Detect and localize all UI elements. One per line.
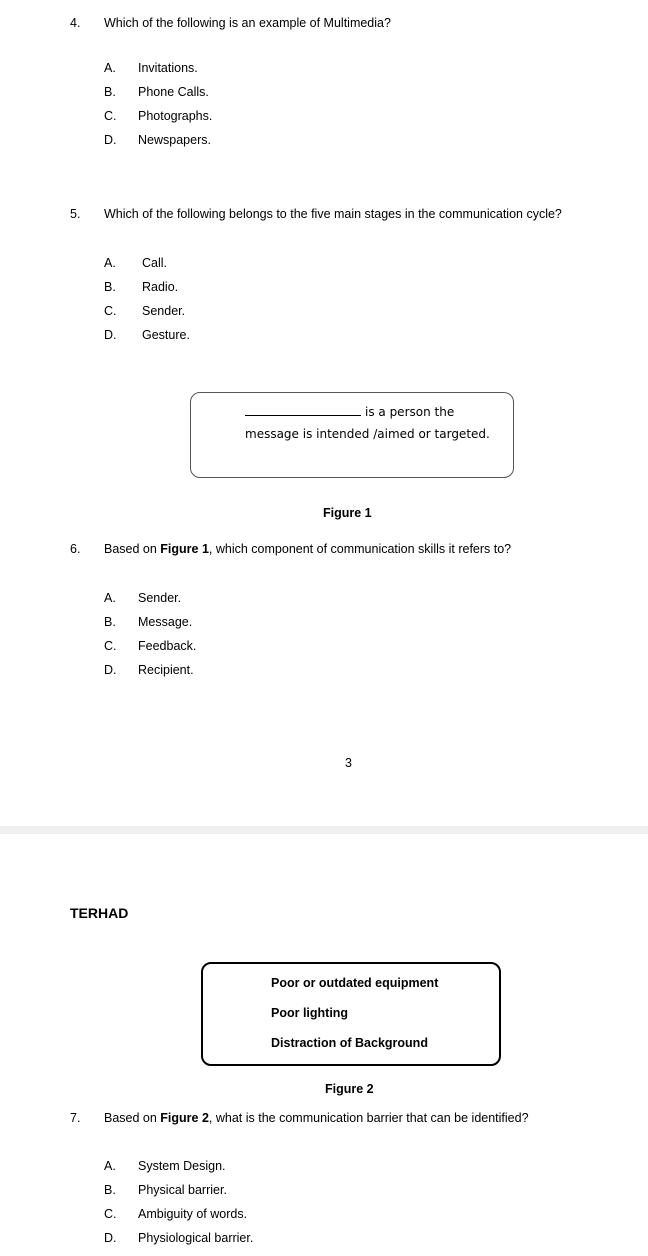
figure-1-caption: Figure 1: [323, 506, 372, 520]
q7-option-b-text: Physical barrier.: [138, 1183, 227, 1197]
question-7-text: [104, 1111, 529, 1125]
q5-option-b-text: Radio.: [142, 280, 179, 294]
question-7-number: 7.: [70, 1111, 81, 1125]
q6-option-a-text: Sender.: [138, 591, 182, 605]
question-4-text: Which of the following is an example of Multimedia?: [104, 16, 391, 30]
page-number: 3: [345, 756, 352, 770]
question-7-figure-ref: Figure 2: [160, 1111, 209, 1125]
question-6-number: 6.: [70, 542, 81, 556]
question-6-text: [104, 542, 511, 556]
figure-2-item: Distraction of Background: [271, 1036, 428, 1050]
q6-option-d-letter: D.: [104, 663, 117, 677]
question-4-number: 4.: [70, 16, 81, 30]
figure-2-item: Poor lighting: [271, 1006, 349, 1020]
question-7-text-before: Based on: [104, 1111, 161, 1125]
q4-option-a-text: Invitations.: [138, 61, 198, 75]
q6-option-c-text: Feedback.: [138, 639, 197, 653]
q5-option-d-letter: D.: [104, 328, 117, 342]
question-6-text-before: Based on: [104, 542, 161, 556]
q7-option-d-letter: D.: [104, 1231, 117, 1245]
page-separator: [0, 826, 648, 834]
q5-option-a-text: Call.: [142, 256, 168, 270]
q7-option-c-letter: C.: [104, 1207, 117, 1221]
q7-option-b-letter: B.: [104, 1183, 116, 1197]
figure-1-text-block: [245, 401, 495, 445]
q4-option-c-letter: C.: [104, 109, 117, 123]
question-5-number: 5.: [70, 207, 81, 221]
q5-option-b-letter: B.: [104, 280, 116, 294]
figure-1-text: is a person the message is intended /aimed or targeted.: [245, 405, 490, 441]
question-6-text-after: , which component of communication skills it refers to?: [208, 542, 512, 556]
q4-option-d-text: Newspapers.: [138, 133, 211, 147]
q5-option-d-text: Gesture.: [142, 328, 190, 342]
classification-label: TERHAD: [70, 905, 129, 921]
q5-option-c-letter: C.: [104, 304, 117, 318]
q4-option-c-text: Photographs.: [138, 109, 213, 123]
question-6-figure-ref: Figure 1: [160, 542, 209, 556]
fill-in-blank: [245, 403, 361, 416]
figure-2-box: [201, 962, 501, 1066]
q4-option-b-letter: B.: [104, 85, 116, 99]
figure-1-box: [190, 392, 514, 478]
q6-option-b-letter: B.: [104, 615, 116, 629]
q5-option-c-text: Sender.: [142, 304, 186, 318]
q7-option-c-text: Ambiguity of words.: [138, 1207, 248, 1221]
question-7-text-after: , what is the communication barrier that can be identified?: [208, 1111, 529, 1125]
figure-2-item: Poor or outdated equipment: [271, 976, 439, 990]
q7-option-a-text: System Design.: [138, 1159, 226, 1173]
q6-option-d-text: Recipient.: [138, 663, 194, 677]
question-5-text: Which of the following belongs to the five main stages in the communication cycle?: [104, 207, 562, 221]
q4-option-b-text: Phone Calls.: [138, 85, 209, 99]
figure-2-caption: Figure 2: [325, 1082, 374, 1096]
q7-option-a-letter: A.: [104, 1159, 116, 1173]
q6-option-c-letter: C.: [104, 639, 117, 653]
q6-option-b-text: Message.: [138, 615, 193, 629]
q7-option-d-text: Physiological barrier.: [138, 1231, 254, 1245]
q6-option-a-letter: A.: [104, 591, 116, 605]
q4-option-d-letter: D.: [104, 133, 117, 147]
q4-option-a-letter: A.: [104, 61, 116, 75]
q5-option-a-letter: A.: [104, 256, 116, 270]
